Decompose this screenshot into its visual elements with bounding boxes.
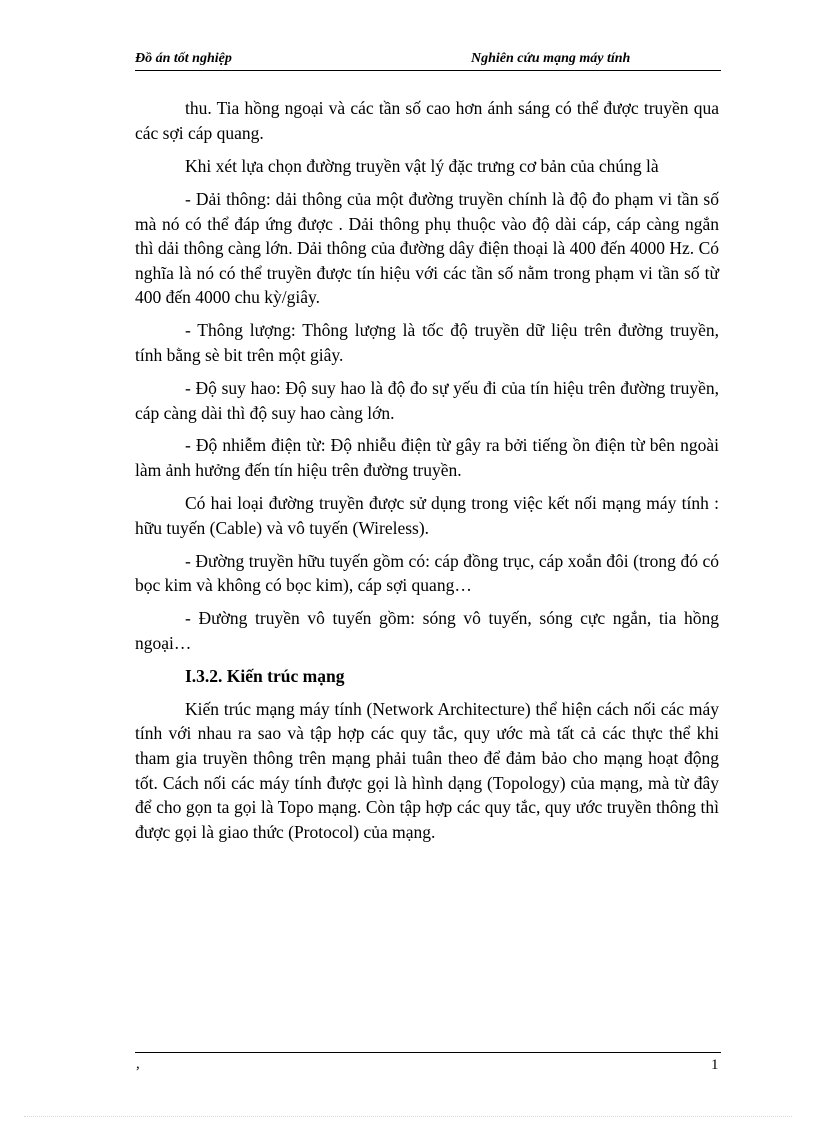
- section-heading: I.3.2. Kiến trúc mạng: [185, 665, 345, 686]
- document-body: [135, 96, 719, 853]
- body-paragraph: Khi xét lựa chọn đường truyền vật lý đặc trưng cơ bản của chúng là: [185, 155, 659, 176]
- body-paragraph: - Độ suy hao: Độ suy hao là độ đo sự yếu đi của tín hiệu trên đường truyền, cáp càng dài thì độ suy hao càng lớn.: [135, 377, 719, 423]
- body-paragraph: thu. Tia hồng ngoại và các tần số cao hơn ánh sáng có thể được truyền qua các sợi cáp quang.: [135, 98, 719, 143]
- section-paragraph: Kiến trúc mạng máy tính (Network Architecture) thể hiện cách nối các máy tính với nhau ra sao và tập hợp các quy tắc, quy ước mà tất cả các thực thể khi tham gia truyền thông trên mạng phải tuân theo để đảm bảo cho mạng hoạt động tốt. Cách nối các máy tính được gọi là hình dạng (Topology) của mạng, mà từ đây để cho gọn ta gọi là Topo mạng. Còn tập hợp các quy tắc, quy ước truyền thông thì được gọi là giao thức (Protocol) của mạng.: [135, 698, 719, 842]
- page-bottom-divider: [24, 1116, 792, 1117]
- header-right-title: Nghiên cứu mạng máy tính: [471, 51, 631, 66]
- header-left-title: Đồ án tốt nghiệp: [135, 51, 232, 66]
- footer-mark: ,: [136, 1056, 140, 1072]
- body-paragraph: - Đường truyền vô tuyến gồm: sóng vô tuyến, sóng cực ngắn, tia hồng ngoại…: [135, 608, 719, 653]
- body-paragraph: - Dải thông: dải thông của một đường truyền chính là độ đo phạm vi tần số mà nó có thể đáp ứng được . Dải thông phụ thuộc vào độ dài cáp, cáp càng ngắn thì dải thông càng lớn. Dải thông của đường dây điện thoại là 400 đến 4000 Hz. Có nghĩa là nó có thể truyền được tín hiệu với các tần số nằm trong phạm vi tần số từ 400 đến 4000 chu kỳ/giây.: [135, 188, 719, 308]
- page-number: 1: [711, 1057, 719, 1073]
- body-paragraph: - Đường truyền hữu tuyến gồm có: cáp đồng trục, cáp xoắn đôi (trong đó có bọc kim và không có bọc kim), cáp sợi quang…: [135, 550, 719, 596]
- body-paragraph: Có hai loại đường truyền được sử dụng trong việc kết nối mạng máy tính : hữu tuyến (Cable) và vô tuyến (Wireless).: [135, 493, 719, 538]
- body-paragraph: - Thông lượng: Thông lượng là tốc độ truyền dữ liệu trên đường truyền, tính bằng sè bit trên một giây.: [135, 320, 719, 365]
- footer-rule: [135, 1052, 721, 1053]
- page-header: [135, 50, 721, 71]
- body-paragraph: - Độ nhiễm điện từ: Độ nhiễu điện từ gây ra bởi tiếng ồn điện từ bên ngoài làm ảnh hưởng đến tín hiệu trên đường truyền.: [135, 435, 719, 481]
